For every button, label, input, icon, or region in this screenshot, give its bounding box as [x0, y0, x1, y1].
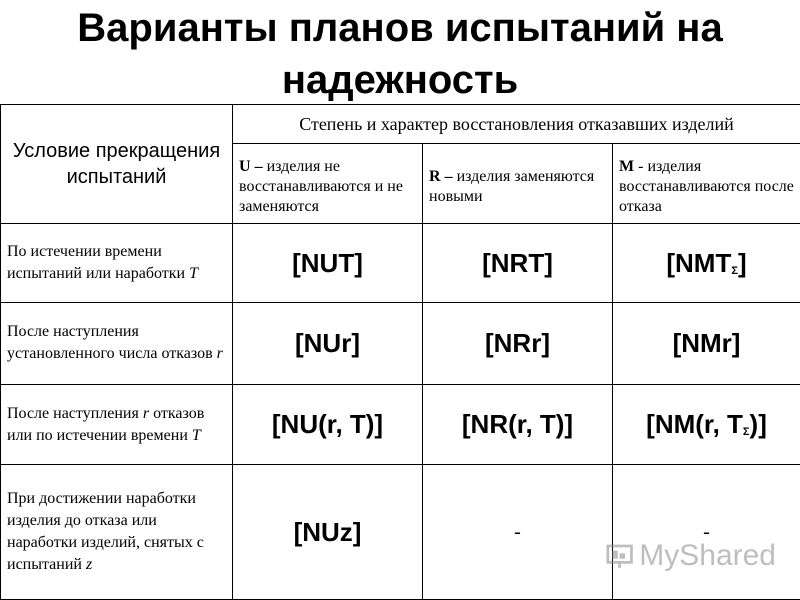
plan-cell-empty: - [423, 465, 613, 600]
header-column-u: U – изделия не восстанавливаются и не заменяются [233, 144, 423, 224]
title-line-1: Варианты планов испытаний на [77, 6, 723, 50]
plan-cell-empty: - [613, 465, 800, 600]
table-header-row [1, 105, 800, 144]
column-text: изделия восстанавливаются после отказа [619, 157, 794, 215]
plan-cell: [NMr] [613, 302, 800, 384]
column-text: изделия заменяются новыми [429, 167, 595, 205]
plan-cell: [NUz] [233, 465, 423, 600]
title-line-2: надежность [281, 58, 519, 102]
plan-cell: [NM(r, $T_\Sigma$)] [613, 385, 800, 465]
row-condition: При достижении наработки изделия до отказа или наработки изделий, снятых с испытаний z [1, 465, 233, 600]
column-code: R [429, 167, 441, 185]
table-row [1, 302, 800, 384]
row-condition: После наступления установленного числа отказов r [1, 302, 233, 384]
row-condition: После наступления r отказов или по истечении времени T [1, 385, 233, 465]
header-condition: Условие прекращения испытаний [1, 105, 233, 224]
watermark [606, 536, 776, 576]
plan-cell: [NUT] [233, 224, 423, 302]
column-text: изделия не восстанавливаются и не заменяются [239, 157, 403, 215]
header-column-r: R – изделия заменяются новыми [423, 144, 613, 224]
header-column-m: M - изделия восстанавливаются после отказа [613, 144, 800, 224]
row-condition: По истечении времени испытаний или наработки T [1, 224, 233, 302]
column-code: M [619, 157, 635, 175]
plan-cell: $[NMT_\Sigma]$ [613, 224, 800, 302]
presentation-icon [606, 541, 633, 571]
table-row [1, 385, 800, 465]
plan-cell: [NRr] [423, 302, 613, 384]
header-degree: Степень и характер восстановления отказавших изделий [233, 105, 800, 144]
plan-cell: [NUr] [233, 302, 423, 384]
watermark-text: MyShared [639, 539, 776, 572]
column-code: U [239, 157, 251, 175]
test-plans-table [0, 104, 800, 600]
plan-cell: [NU(r, T)] [233, 385, 423, 465]
table-row [1, 465, 800, 600]
plan-cell: [NR(r, T)] [423, 385, 613, 465]
page-title [0, 0, 800, 108]
table-row [1, 224, 800, 302]
plan-cell: [NRT] [423, 224, 613, 302]
